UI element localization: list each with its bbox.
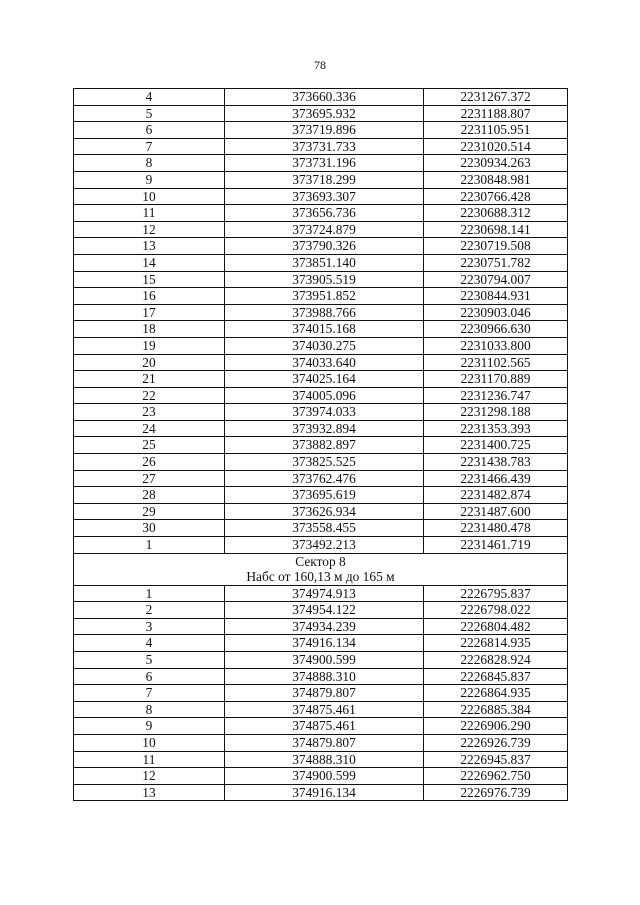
table-row [74, 188, 568, 205]
point-number-cell: 21 [74, 371, 225, 388]
table-row [74, 404, 568, 421]
y-coordinate-cell: 2226885.384 [424, 701, 568, 718]
point-number-cell: 13 [74, 784, 225, 801]
point-number-cell: 6 [74, 122, 225, 139]
point-number-cell: 25 [74, 437, 225, 454]
x-coordinate-cell: 373719.896 [225, 122, 424, 139]
x-coordinate-cell: 374879.807 [225, 685, 424, 702]
point-number-cell: 20 [74, 354, 225, 371]
x-coordinate-cell: 373626.934 [225, 503, 424, 520]
table-row [74, 537, 568, 554]
y-coordinate-cell: 2230966.630 [424, 321, 568, 338]
point-number-cell: 27 [74, 470, 225, 487]
section-title: Сектор 8 [74, 553, 568, 569]
y-coordinate-cell: 2231298.188 [424, 404, 568, 421]
y-coordinate-cell: 2231105.951 [424, 122, 568, 139]
x-coordinate-cell: 374954.122 [225, 602, 424, 619]
point-number-cell: 1 [74, 537, 225, 554]
table-block-b [74, 585, 568, 801]
point-number-cell: 28 [74, 487, 225, 504]
x-coordinate-cell: 373660.336 [225, 89, 424, 106]
x-coordinate-cell: 373882.897 [225, 437, 424, 454]
table-row [74, 784, 568, 801]
point-number-cell: 26 [74, 454, 225, 471]
y-coordinate-cell: 2230719.508 [424, 238, 568, 255]
point-number-cell: 16 [74, 288, 225, 305]
y-coordinate-cell: 2231267.372 [424, 89, 568, 106]
point-number-cell: 9 [74, 171, 225, 188]
y-coordinate-cell: 2226864.935 [424, 685, 568, 702]
y-coordinate-cell: 2231466.439 [424, 470, 568, 487]
y-coordinate-cell: 2231482.874 [424, 487, 568, 504]
y-coordinate-cell: 2226962.750 [424, 768, 568, 785]
y-coordinate-cell: 2231487.600 [424, 503, 568, 520]
x-coordinate-cell: 373695.932 [225, 105, 424, 122]
point-number-cell: 8 [74, 155, 225, 172]
point-number-cell: 23 [74, 404, 225, 421]
y-coordinate-cell: 2230751.782 [424, 254, 568, 271]
table-row [74, 171, 568, 188]
table-row [74, 701, 568, 718]
table-row [74, 668, 568, 685]
table-row [74, 734, 568, 751]
point-number-cell: 24 [74, 420, 225, 437]
point-number-cell: 29 [74, 503, 225, 520]
y-coordinate-cell: 2230848.981 [424, 171, 568, 188]
table-row [74, 685, 568, 702]
y-coordinate-cell: 2230794.007 [424, 271, 568, 288]
x-coordinate-cell: 373851.140 [225, 254, 424, 271]
x-coordinate-cell: 374916.134 [225, 784, 424, 801]
table-row [74, 155, 568, 172]
y-coordinate-cell: 2226845.837 [424, 668, 568, 685]
x-coordinate-cell: 374888.310 [225, 668, 424, 685]
point-number-cell: 4 [74, 89, 225, 106]
section-header [74, 553, 568, 585]
y-coordinate-cell: 2226798.022 [424, 602, 568, 619]
point-number-cell: 6 [74, 668, 225, 685]
x-coordinate-cell: 374879.807 [225, 734, 424, 751]
table-row [74, 437, 568, 454]
table-row [74, 371, 568, 388]
point-number-cell: 1 [74, 585, 225, 602]
x-coordinate-cell: 374900.599 [225, 768, 424, 785]
table-row [74, 321, 568, 338]
x-coordinate-cell: 374033.640 [225, 354, 424, 371]
point-number-cell: 22 [74, 387, 225, 404]
x-coordinate-cell: 373932.894 [225, 420, 424, 437]
y-coordinate-cell: 2226976.739 [424, 784, 568, 801]
point-number-cell: 10 [74, 734, 225, 751]
y-coordinate-cell: 2226828.924 [424, 652, 568, 669]
table-row [74, 387, 568, 404]
x-coordinate-cell: 373656.736 [225, 205, 424, 222]
table-row [74, 238, 568, 255]
point-number-cell: 3 [74, 618, 225, 635]
section-subtitle-row [74, 569, 568, 585]
x-coordinate-cell: 373731.733 [225, 138, 424, 155]
point-number-cell: 13 [74, 238, 225, 255]
x-coordinate-cell: 374030.275 [225, 337, 424, 354]
x-coordinate-cell: 373951.852 [225, 288, 424, 305]
table-row [74, 105, 568, 122]
table-row [74, 138, 568, 155]
x-coordinate-cell: 374916.134 [225, 635, 424, 652]
x-coordinate-cell: 373905.519 [225, 271, 424, 288]
y-coordinate-cell: 2230688.312 [424, 205, 568, 222]
table-row [74, 288, 568, 305]
point-number-cell: 5 [74, 105, 225, 122]
point-number-cell: 15 [74, 271, 225, 288]
point-number-cell: 7 [74, 138, 225, 155]
y-coordinate-cell: 2226945.837 [424, 751, 568, 768]
x-coordinate-cell: 373762.476 [225, 470, 424, 487]
y-coordinate-cell: 2226795.837 [424, 585, 568, 602]
table-row [74, 420, 568, 437]
y-coordinate-cell: 2226804.482 [424, 618, 568, 635]
table-row [74, 304, 568, 321]
point-number-cell: 19 [74, 337, 225, 354]
point-number-cell: 8 [74, 701, 225, 718]
x-coordinate-cell: 373731.196 [225, 155, 424, 172]
x-coordinate-cell: 374005.096 [225, 387, 424, 404]
point-number-cell: 11 [74, 205, 225, 222]
table-row [74, 254, 568, 271]
table-row [74, 221, 568, 238]
y-coordinate-cell: 2231020.514 [424, 138, 568, 155]
x-coordinate-cell: 374974.913 [225, 585, 424, 602]
table-row [74, 205, 568, 222]
point-number-cell: 17 [74, 304, 225, 321]
table-row [74, 585, 568, 602]
y-coordinate-cell: 2230934.263 [424, 155, 568, 172]
x-coordinate-cell: 373558.455 [225, 520, 424, 537]
table-row [74, 718, 568, 735]
point-number-cell: 4 [74, 635, 225, 652]
y-coordinate-cell: 2231353.393 [424, 420, 568, 437]
table-row [74, 470, 568, 487]
y-coordinate-cell: 2231102.565 [424, 354, 568, 371]
x-coordinate-cell: 373988.766 [225, 304, 424, 321]
table-row [74, 602, 568, 619]
page-number: 78 [314, 58, 326, 72]
y-coordinate-cell: 2226814.935 [424, 635, 568, 652]
x-coordinate-cell: 374900.599 [225, 652, 424, 669]
table-row [74, 271, 568, 288]
point-number-cell: 5 [74, 652, 225, 669]
table-row [74, 618, 568, 635]
point-number-cell: 11 [74, 751, 225, 768]
x-coordinate-cell: 373974.033 [225, 404, 424, 421]
point-number-cell: 18 [74, 321, 225, 338]
y-coordinate-cell: 2231400.725 [424, 437, 568, 454]
y-coordinate-cell: 2231438.783 [424, 454, 568, 471]
x-coordinate-cell: 373695.619 [225, 487, 424, 504]
y-coordinate-cell: 2231033.800 [424, 337, 568, 354]
coordinates-table [73, 88, 568, 801]
table-row [74, 635, 568, 652]
y-coordinate-cell: 2230903.046 [424, 304, 568, 321]
point-number-cell: 7 [74, 685, 225, 702]
y-coordinate-cell: 2230766.428 [424, 188, 568, 205]
x-coordinate-cell: 374875.461 [225, 718, 424, 735]
point-number-cell: 9 [74, 718, 225, 735]
y-coordinate-cell: 2230698.141 [424, 221, 568, 238]
x-coordinate-cell: 373718.299 [225, 171, 424, 188]
y-coordinate-cell: 2231236.747 [424, 387, 568, 404]
x-coordinate-cell: 374888.310 [225, 751, 424, 768]
point-number-cell: 12 [74, 768, 225, 785]
table-row [74, 503, 568, 520]
y-coordinate-cell: 2231461.719 [424, 537, 568, 554]
section-subtitle: Набс от 160,13 м до 165 м [74, 569, 568, 585]
x-coordinate-cell: 373492.213 [225, 537, 424, 554]
table-block-a [74, 89, 568, 554]
x-coordinate-cell: 373825.525 [225, 454, 424, 471]
table-row [74, 337, 568, 354]
x-coordinate-cell: 374875.461 [225, 701, 424, 718]
point-number-cell: 30 [74, 520, 225, 537]
table-row [74, 768, 568, 785]
table-row [74, 487, 568, 504]
x-coordinate-cell: 373790.326 [225, 238, 424, 255]
point-number-cell: 14 [74, 254, 225, 271]
point-number-cell: 2 [74, 602, 225, 619]
y-coordinate-cell: 2226926.739 [424, 734, 568, 751]
y-coordinate-cell: 2231188.807 [424, 105, 568, 122]
x-coordinate-cell: 373724.879 [225, 221, 424, 238]
x-coordinate-cell: 373693.307 [225, 188, 424, 205]
x-coordinate-cell: 374015.168 [225, 321, 424, 338]
table-row [74, 122, 568, 139]
y-coordinate-cell: 2230844.931 [424, 288, 568, 305]
table-row [74, 652, 568, 669]
table-row [74, 89, 568, 106]
table-row [74, 454, 568, 471]
point-number-cell: 10 [74, 188, 225, 205]
y-coordinate-cell: 2231480.478 [424, 520, 568, 537]
table-row [74, 520, 568, 537]
x-coordinate-cell: 374934.239 [225, 618, 424, 635]
x-coordinate-cell: 374025.164 [225, 371, 424, 388]
y-coordinate-cell: 2226906.290 [424, 718, 568, 735]
y-coordinate-cell: 2231170.889 [424, 371, 568, 388]
table-row [74, 751, 568, 768]
table-row [74, 354, 568, 371]
section-title-row [74, 553, 568, 569]
point-number-cell: 12 [74, 221, 225, 238]
